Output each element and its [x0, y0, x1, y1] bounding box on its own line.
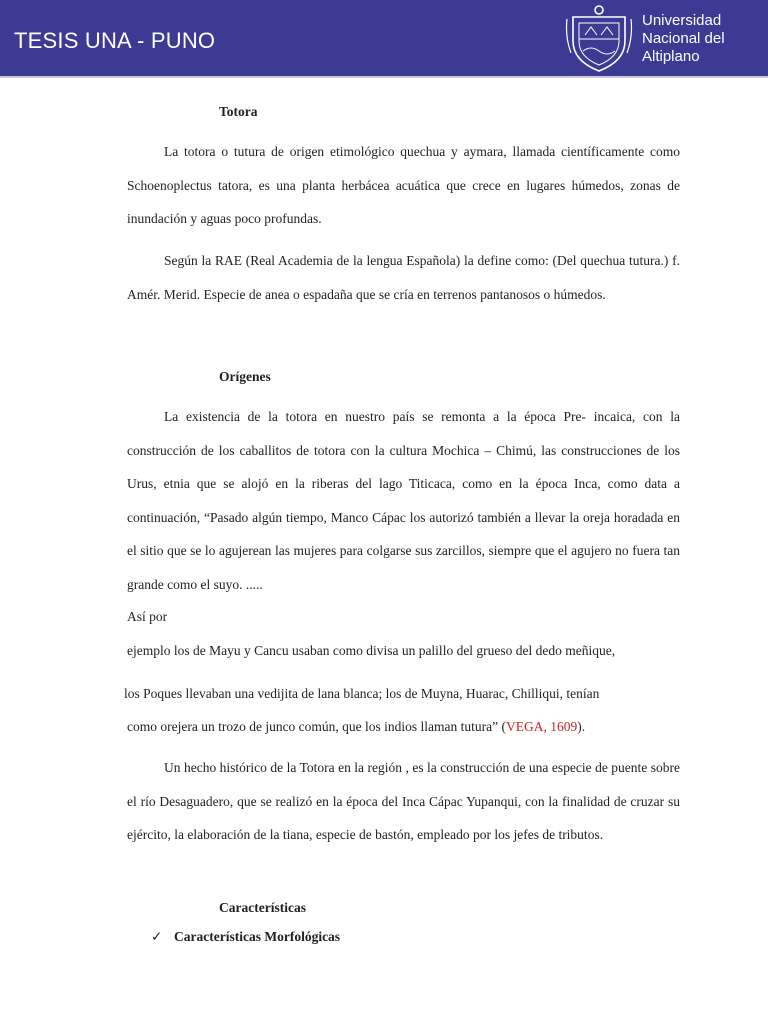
quote-line-3	[127, 719, 585, 735]
quote-line-3-end: ).	[577, 719, 586, 734]
paragraph-puente-desaguadero: Un hecho histórico de la Totora en la región , es la construcción de una especie de puente sobre el río Desaguadero, que se realizó en la época del Inca Cápac Yupanqui, con la finalidad de cruzar su ejército, la elaboración de la tiana, especie de bastón, empleado por los jefes de tributos.	[127, 760, 680, 842]
paragraph-rae-definition: Según la RAE (Real Academia de la lengua Española) la define como: (Del quechua tutura.) f. Amér. Merid. Especie de anea o espadaña que se cría en terrenos pantanosos o húmedos.	[127, 253, 680, 302]
university-name-line-3: Altiplano	[642, 48, 700, 65]
quote-line-3-text: como orejera un trozo de junco común, que los indios llaman tutura” (	[127, 719, 507, 734]
university-name-line-2: Nacional del	[642, 30, 725, 47]
list-item-caracteristicas-morfologicas	[151, 929, 340, 945]
paragraph-origenes-tail: Así por	[127, 609, 168, 624]
thesis-title: TESIS UNA - PUNO	[14, 28, 216, 53]
citation-vega: VEGA, 1609	[506, 719, 578, 734]
quote-line-2: los Poques llevaban una vedijita de lana blanca; los de Muyna, Huarac, Chilliqui, tenían	[124, 686, 600, 701]
university-seal-icon	[565, 3, 633, 73]
university-name	[642, 12, 725, 66]
header-banner	[0, 0, 768, 78]
university-name-line-1: Universidad	[642, 12, 722, 29]
check-icon: ✓	[151, 929, 163, 944]
paragraph-totora-definition: La totora o tutura de origen etimológico quechua y aymara, llamada científicamente como Schoenoplectus tatora, es una planta herbácea acuática que crece en lugares húmedos, zonas de inundación y aguas poco profundas.	[127, 144, 680, 226]
heading-totora: Totora	[219, 104, 258, 119]
heading-caracteristicas: Características	[219, 900, 306, 915]
list-item-label: Características Morfológicas	[174, 929, 341, 944]
paragraph-origenes: La existencia de la totora en nuestro país se remonta a la época Pre- incaica, con la construcción de los caballitos de totora con la cultura Mochica – Chimú, las construcciones de los Urus, etnia que se alojó en la riberas del lago Titicaca, como en la época Inca, como data a continuación, “Pasado algún tiempo, Manco Cápac los autorizó también a llevar la oreja horadada en el sitio que se lo agujerean las mujeres para colgarse sus zarcillos, siempre que el agujero no fuera tan grande como el suyo. .....	[127, 409, 680, 592]
quote-line-1: ejemplo los de Mayu y Cancu usaban como divisa un palillo del grueso del dedo meñique,	[127, 643, 616, 658]
heading-origenes: Orígenes	[219, 369, 271, 384]
